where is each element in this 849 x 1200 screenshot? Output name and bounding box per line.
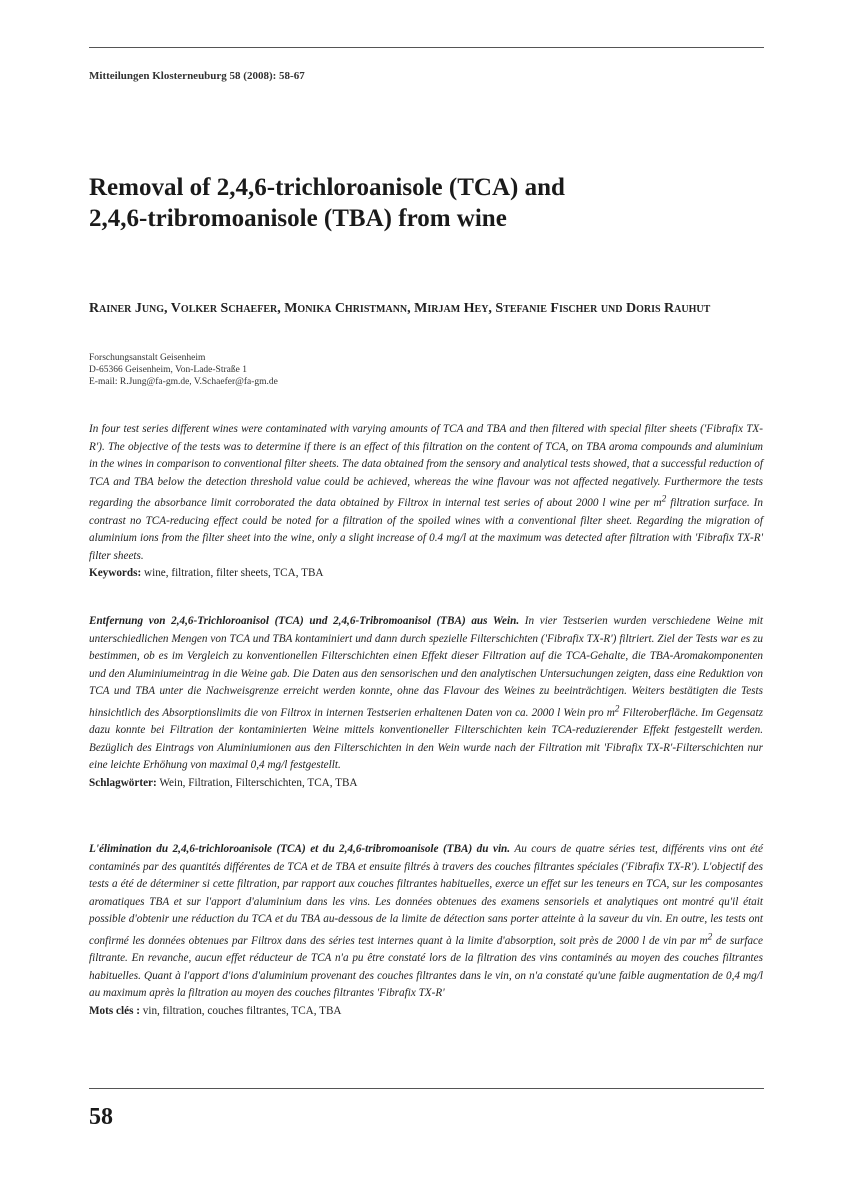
affiliation [89,352,278,388]
keywords-fr-values: vin, filtration, couches filtrantes, TCA, TBA [139,1005,342,1018]
abstract-de-heading: Entfernung von 2,4,6-Trichloroanisol (TCA) und 2,4,6-Tribromoanisol (TBA) aus Wein. [89,615,520,627]
keywords-fr-label: Mots clés : [89,1005,140,1018]
journal-reference: Mitteilungen Klosterneuburg 58 (2008): 58-67 [89,70,305,82]
keywords-de [89,777,358,789]
abstract-english [89,421,763,583]
abstract-german [89,613,763,793]
abstract-fr-heading: L'élimination du 2,4,6-trichloroanisole (TCA) et du 2,4,6-tribromoanisole (TBA) du vin. [89,843,511,855]
institute-name: Forschungsanstalt Geisenheim [89,353,206,363]
author-list: Rainer Jung, Volker Schaefer, Monika Christmann, Mirjam Hey, Stefanie Fischer und Doris Rauhut [89,301,711,316]
abstract-de-part2: Filteroberfläche. Im Gegensatz dazu konnte bei Filtration der kontaminierten Weine mittels konventioneller Filterschichten kein TCA-reduzierender Effekt festgestellt werden. Bezüglich des Eintrags von Aluminiumionen aus den Filterschichten in den Wein wurde nach der Filtration mit 'Fibrafix TX-R'-Filterschichten nur eine leichte Erhöhung von maximal 0,4 mg/l festgestellt. [89,706,763,772]
footer-rule [89,1088,764,1089]
contact-email: E-mail: R.Jung@fa-gm.de, V.Schaefer@fa-gm.de [89,377,278,387]
keywords-de-values: Wein, Filtration, Filterschichten, TCA, TBA [156,777,358,790]
abstract-french [89,841,763,1021]
abstract-fr-text [89,843,763,999]
title-line-2: 2,4,6-tribromoanisole (TBA) from wine [89,205,507,232]
keywords-fr [89,1005,342,1017]
institute-address: D-65366 Geisenheim, Von-Lade-Straße 1 [89,365,247,375]
abstract-fr-part2: de surface filtrante. En revanche, aucun effet réducteur de TCA n'a pu être constaté lors de la filtration des vins contaminés au moyen des couches filtrantes habituelles. Quant à l'apport d'ions d'aluminium provenant des couches filtrantes dans le vin, on n'a constaté qu'une faible augmentation de 0,4 mg/l au maximum après la filtration au moyen des couches filtrantes 'Fibrafix TX-R' [89,934,763,1000]
keywords-en-label: Keywords: [89,567,142,580]
abstract-de-superscript: 2 [614,703,620,714]
abstract-en-part2: filtration surface. In contrast no TCA-reducing effect could be noted for a filtration of the spoiled wines with a conventional filter sheet. Regarding the migration of aluminium ions from the filter sheet into the wine, only a slight increase of 0.4 mg/l at the maximum was detected after filtration with 'Fibrafix TX-R' filter sheets. [89,497,763,562]
page-number: 58 [89,1104,113,1130]
abstract-en-superscript: 2 [661,494,667,505]
keywords-en-values: wine, filtration, filter sheets, TCA, TBA [141,567,324,580]
abstract-fr-part1: Au cours de quatre séries test, différents vins ont été contaminés par des quantités différentes de TCA et de TBA et ensuite filtrés à travers des couches filtrantes spéciales ('Fibrafix TX-R'). L'objectif des tests a été de déterminer si cette filtration, par rapport aux couches filtrantes habituelles, exerce un effet sur les teneurs en TCA, sur les composantes aromatiques TBA et sur l'apport d'aluminium dans les vins. Les données obtenues des examens sensoriels et analytiques ont montré qu'il était possible d'obtenir une réduction du TCA et du TBA au-dessous de la limite de détection sans porter atteinte à la saveur du vin. En outre, les tests ont confirmé les données obtenues par Filtrox dans des séries test internes quant à la limite d'absorption, soit près de 2000 l de vin par m [89,843,763,947]
abstract-fr-superscript: 2 [707,931,713,942]
keywords-en [89,567,324,579]
abstract-de-part1: In vier Testserien wurden verschiedene Weine mit unterschiedlichen Mengen von TCA und TBA kontaminiert und dann durch spezielle Filterschichten ('Fibrafix TX-R') filtriert. Ziel der Tests war es zu bestimmen, ob es im Vergleich zu konventionellen Filterschichten einen Effekt dieser Filtration auf die TCA-Gehalte, die TBA-Aromakomponenten und den Aluminiumeintrag in die Weine gab. Die Daten aus den sensorischen und den analytischen Untersuchungen zeigten, dass eine Reduktion von TCA und TBA unter die Nachweisgrenze erreicht werden konnte, ohne das Flavour des Weines zu beeinträchtigen. Weiters bestätigten die Tests hinsichtlich des Absorptionslimits die von Filtrox in internen Testserien erhaltenen Daten von ca. 2000 l Wein pro m [89,615,763,719]
article-title [89,172,769,234]
abstract-de-text [89,615,763,771]
abstract-en-part1: In four test series different wines were contaminated with varying amounts of TCA and TBA and then filtered with special filter sheets ('Fibrafix TX-R'). The objective of the tests was to determine if there is an effect of this filtration on the content of TCA, on TBA aroma compounds and aluminium in the wines in comparison to conventional filter sheets. The data obtained from the sensory and analytical tests showed, that a successful reduction of TCA and TBA below the detection threshold value could be achieved, whereas the wine flavour was not affected negatively. Furthermore the tests regarding the absorbance limit corroborated the data obtained by Filtrox in internal test series of about 2000 l wine per m [89,423,763,510]
abstract-en-text [89,423,763,562]
header-rule [89,47,764,48]
keywords-de-label: Schlagwörter: [89,777,157,790]
title-line-1: Removal of 2,4,6-trichloroanisole (TCA) and [89,174,565,201]
